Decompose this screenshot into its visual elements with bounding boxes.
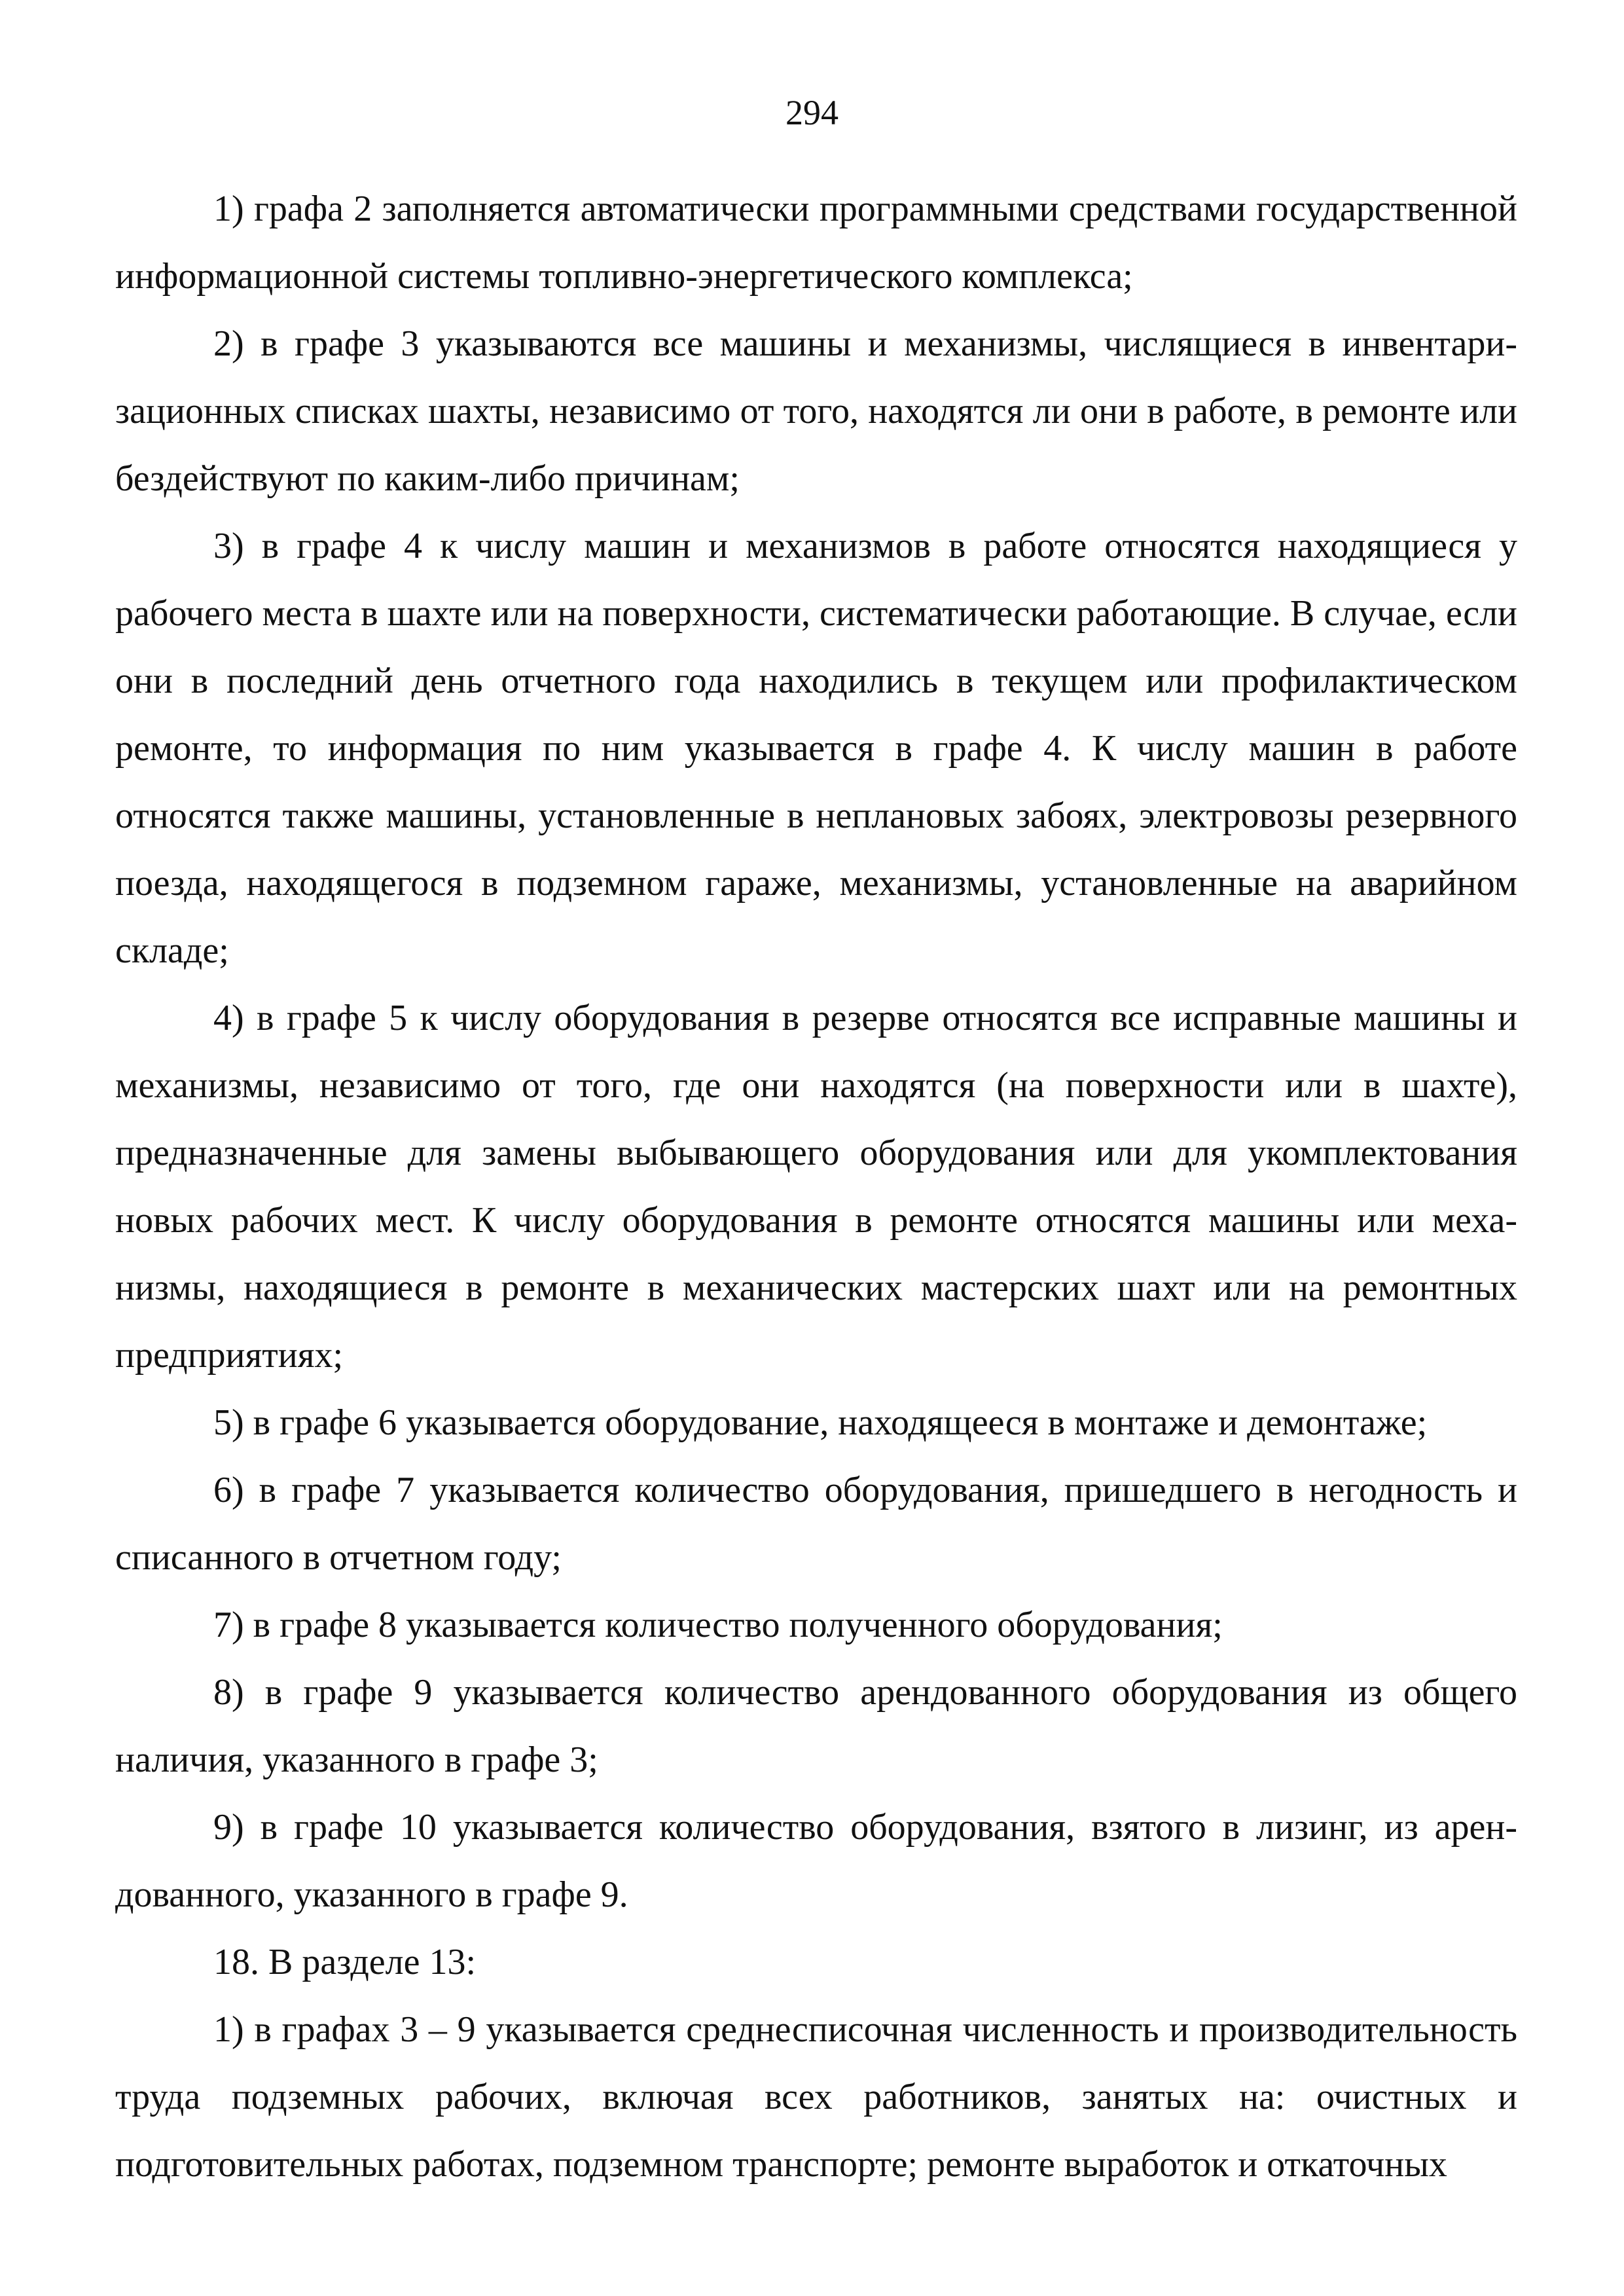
paragraph-item-1: 1) графа 2 заполняется автоматически программными средствами государственной информационной системы топливно-энергетического комплекса; [115, 189, 1517, 297]
paragraph-item-7: 7) в графе 8 указывается количество полученного оборудования; [213, 1605, 1223, 1645]
document-body [115, 175, 1517, 2198]
paragraph-item-5: 5) в графе 6 указывается оборудование, находящееся в монтаже и демонтаже; [213, 1402, 1428, 1443]
paragraph-item-3: 3) в графе 4 к числу машин и механизмов в работе относятся находящиеся у рабочего места в шахте или на поверхности, систематически работающие. В случае, если они в последний день отчетного года находились в текущем или профилактическом ремонте, то информация по ним указывается в графе 4. К числу машин в работе относятся также машины, установленные в неплановых забоях, электровозы резервного поезда, находящегося в подземном гараже, механизмы, установленные на аварийном складе; [115, 526, 1517, 971]
paragraph-item-6: 6) в графе 7 указывается количество оборудования, пришедшего в негодность и списанного в отчетном году; [115, 1470, 1517, 1578]
section-heading-18: 18. В разделе 13: [213, 1942, 477, 1982]
paragraph-item-2: 2) в графе 3 указываются все машины и механизмы, числящиеся в инвентаризационных списках шахты, независимо от того, находятся ли они в работе, в ремонте или бездействуют по каким-либо причинам; [115, 323, 1517, 499]
paragraph-item-18-1: 1) в графах 3 – 9 указывается среднесписочная численность и производительность труда подземных рабочих, включая всех работников, занятых на: очистных и подготовительных работах, подземном транспорте; ремонте выработок и откаточных [115, 2009, 1517, 2185]
paragraph-item-4: 4) в графе 5 к числу оборудования в резерве относятся все исправные машины и механизмы, независимо от того, где они находятся (на поверхности или в шахте), предназначенные для замены выбывающего оборудования или для укомплектования новых рабочих мест. К числу оборудования в ремонте относятся машины или механизмы, находящиеся в ремонте в механических мастерских шахт или на ремонтных предприятиях; [115, 998, 1517, 1376]
paragraph-item-8: 8) в графе 9 указывается количество арендованного оборудования из общего наличия, указанного в графе 3; [115, 1672, 1517, 1780]
paragraph-item-9: 9) в графе 10 указывается количество оборудования, взятого в лизинг, из арендованного, указанного в графе 9. [115, 1807, 1517, 1915]
page-number: 294 [785, 93, 839, 132]
